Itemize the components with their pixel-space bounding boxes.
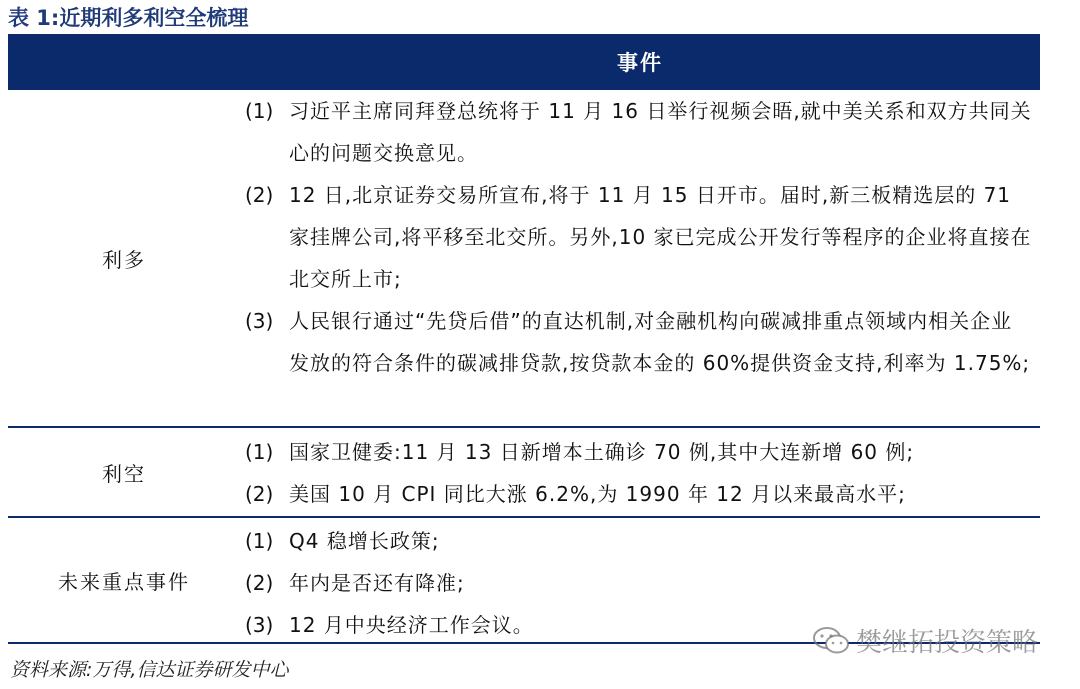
item-text: 12 月中央经济工作会议。 bbox=[289, 613, 534, 637]
header-event-title: 事件 bbox=[617, 51, 663, 75]
item-number: (2) bbox=[245, 482, 274, 506]
item-text: 人民银行通过“先贷后借”的直达机制,对金融机构向碳减排重点领域内相关企业发放的符合条件的碳减排贷款,按贷款本金的 60%提供资金支持,利率为 1.75%; bbox=[289, 309, 1031, 375]
list-item bbox=[245, 473, 1032, 515]
watermark-text: 樊继拓投资策略 bbox=[856, 628, 1039, 658]
table-row-bullish bbox=[8, 90, 1040, 428]
list-item bbox=[245, 90, 1032, 174]
item-text: 12 日,北京证券交易所宣布,将于 11 月 15 日开市。届时,新三板精选层的 71 家挂牌公司,将平移至北交所。另外,10 家已完成公开发行等程序的企业将直接在北交所上市; bbox=[289, 183, 1032, 291]
list-item bbox=[245, 520, 1032, 562]
table-caption: 表 1:近期利多利空全梳理 bbox=[8, 6, 249, 30]
item-number: (1) bbox=[245, 99, 274, 123]
list-item bbox=[245, 300, 1032, 384]
row-label-bullish: 利多 bbox=[102, 247, 146, 272]
row-events-bearish bbox=[240, 428, 1040, 516]
list-item bbox=[245, 431, 1032, 473]
source-note: 资料来源:万得,信达证券研发中心 bbox=[10, 659, 289, 681]
row-label-bearish: 利空 bbox=[102, 461, 146, 486]
wechat-icon bbox=[812, 626, 850, 656]
item-number: (1) bbox=[245, 440, 274, 464]
item-number: (3) bbox=[245, 309, 274, 333]
item-text: 习近平主席同拜登总统将于 11 月 16 日举行视频会晤,就中美关系和双方共同关心的问题交换意见。 bbox=[289, 99, 1032, 165]
item-text: 国家卫健委:11 月 13 日新增本土确诊 70 例,其中大连新增 60 例; bbox=[289, 440, 915, 464]
item-number: (2) bbox=[245, 571, 274, 595]
list-item bbox=[245, 174, 1032, 300]
row-events-bullish bbox=[240, 90, 1040, 426]
item-text: 美国 10 月 CPI 同比大涨 6.2%,为 1990 年 12 月以来最高水平; bbox=[289, 482, 906, 506]
item-text: Q4 稳增长政策; bbox=[289, 529, 440, 553]
row-label-future-events: 未来重点事件 bbox=[58, 569, 190, 594]
table-header bbox=[8, 34, 1040, 90]
item-number: (3) bbox=[245, 613, 274, 637]
item-text: 年内是否还有降准; bbox=[289, 571, 465, 595]
watermark bbox=[812, 622, 1038, 659]
events-table bbox=[8, 34, 1040, 644]
header-label-cell bbox=[8, 34, 240, 90]
item-number: (2) bbox=[245, 183, 274, 207]
list-item bbox=[245, 562, 1032, 604]
item-number: (1) bbox=[245, 529, 274, 553]
table-row-bearish bbox=[8, 428, 1040, 518]
